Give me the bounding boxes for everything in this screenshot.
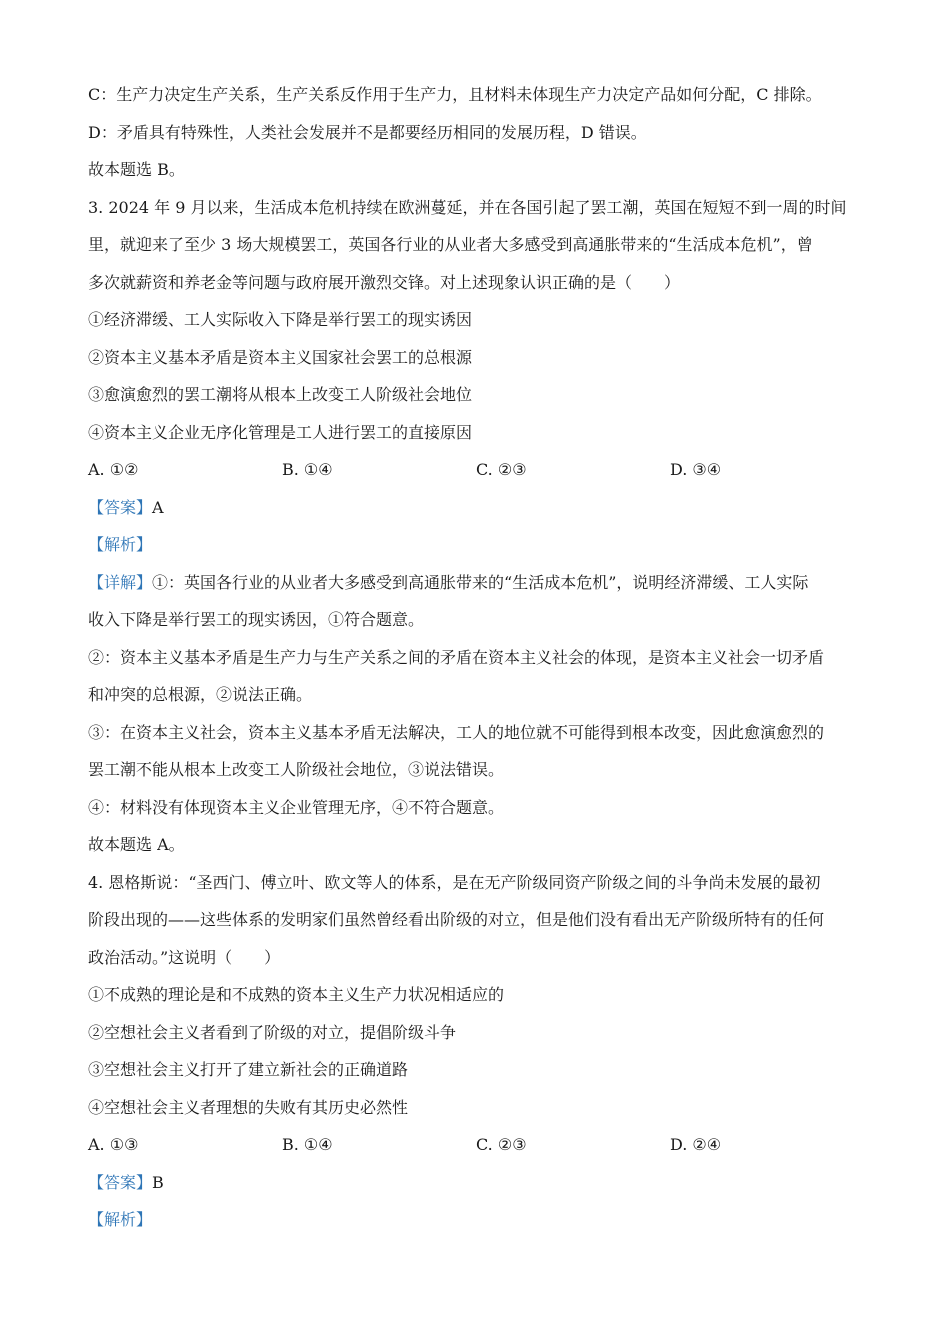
q3-item-1: ①经济滞缓、工人实际收入下降是举行罢工的现实诱因: [88, 310, 473, 329]
q4-stem-line: 政治活动。”这说明（ ）: [88, 947, 281, 967]
q3-stem-line: 3. 2024 年 9 月以来，生活成本危机持续在欧洲蔓延，并在各国引起了罢工潮，英国在短短不到一周的时间: [88, 197, 847, 217]
question-4: [88, 864, 868, 1239]
answer-value: B: [152, 1172, 164, 1192]
q3-answer: [88, 489, 868, 527]
q3-options: [88, 451, 868, 489]
answer-value: A: [152, 497, 164, 517]
explanation-c: C：生产力决定生产关系，生产关系反作用于生产力，且材料未体现生产力决定产品如何分配，C 排除。: [88, 85, 822, 104]
q3-analysis: [88, 526, 868, 564]
answer-tag: 【答案】: [88, 497, 153, 517]
q4-item-3: ③空想社会主义打开了建立新社会的正确道路: [88, 1060, 409, 1079]
q4-analysis: [88, 1201, 868, 1239]
q4-option-c: C. ②③: [476, 1135, 527, 1154]
q3-item-2: ②资本主义基本矛盾是资本主义国家社会罢工的总根源: [88, 347, 473, 367]
q4-stem-line: 阶段出现的——这些体系的发明家们虽然曾经看出阶级的对立，但是他们没有看出无产阶级所特有的任何: [88, 910, 825, 929]
q3-option-b: B. ①④: [282, 460, 333, 479]
q3-item-4: ④资本主义企业无序化管理是工人进行罢工的直接原因: [88, 422, 473, 442]
analysis-tag: 【解析】: [88, 535, 153, 554]
q3-detail-line: ②：资本主义基本矛盾是生产力与生产关系之间的矛盾在资本主义社会的体现，是资本主义社会一切矛盾: [88, 647, 825, 667]
analysis-tag: 【解析】: [88, 1210, 153, 1229]
explanation-d: D：矛盾具有特殊性，人类社会发展并不是都要经历相同的发展历程，D 错误。: [88, 122, 647, 142]
q3-option-a: A. ①②: [88, 460, 139, 479]
q3-detail-line: 和冲突的总根源，②说法正确。: [88, 685, 313, 704]
q4-option-d: D. ②④: [670, 1135, 722, 1154]
q3-detail-line: ④：材料没有体现资本主义企业管理无序，④不符合题意。: [88, 797, 505, 817]
q3-detail-line: [88, 564, 868, 602]
q4-answer: [88, 1164, 868, 1202]
q4-option-b: B. ①④: [282, 1135, 333, 1154]
q3-detail-line: 收入下降是举行罢工的现实诱因，①符合题意。: [88, 610, 425, 629]
detail-text: ①：英国各行业的从业者大多感受到高通胀带来的“生活成本危机”，说明经济滞缓、工人实际: [152, 572, 809, 592]
q3-stem-line: 多次就薪资和养老金等问题与政府展开激烈交锋。对上述现象认识正确的是（ ）: [88, 272, 681, 292]
q3-detail-line: ③：在资本主义社会，资本主义基本矛盾无法解决，工人的地位就不可能得到根本改变，因此愈演愈烈的: [88, 722, 825, 742]
q4-stem-line: 4. 恩格斯说：“圣西门、傅立叶、欧文等人的体系，是在无产阶级同资产阶级之间的斗争尚未发展的最初: [88, 872, 821, 892]
q3-stem-line: 里，就迎来了至少 3 场大规模罢工，英国各行业的从业者大多感受到高通胀带来的“生活成本危机”，曾: [88, 235, 813, 254]
q4-item-4: ④空想社会主义者理想的失败有其历史必然性: [88, 1097, 409, 1117]
document-page: [88, 76, 868, 1239]
q4-options: [88, 1126, 868, 1164]
q4-option-a: A. ①③: [88, 1135, 139, 1154]
answer-tag: 【答案】: [88, 1172, 153, 1192]
q3-detail-line: 罢工潮不能从根本上改变工人阶级社会地位，③说法错误。: [88, 760, 505, 779]
conclusion-q2: 故本题选 B。: [88, 160, 185, 179]
q3-conclusion: 故本题选 A。: [88, 835, 185, 854]
question-3: [88, 189, 868, 864]
q3-item-3: ③愈演愈烈的罢工潮将从根本上改变工人阶级社会地位: [88, 385, 473, 404]
q4-item-1: ①不成熟的理论是和不成熟的资本主义生产力状况相适应的: [88, 985, 505, 1004]
q3-option-d: D. ③④: [670, 460, 722, 479]
detail-tag: 【详解】: [88, 572, 153, 592]
q4-item-2: ②空想社会主义者看到了阶级的对立，提倡阶级斗争: [88, 1022, 457, 1042]
q3-option-c: C. ②③: [476, 460, 527, 479]
